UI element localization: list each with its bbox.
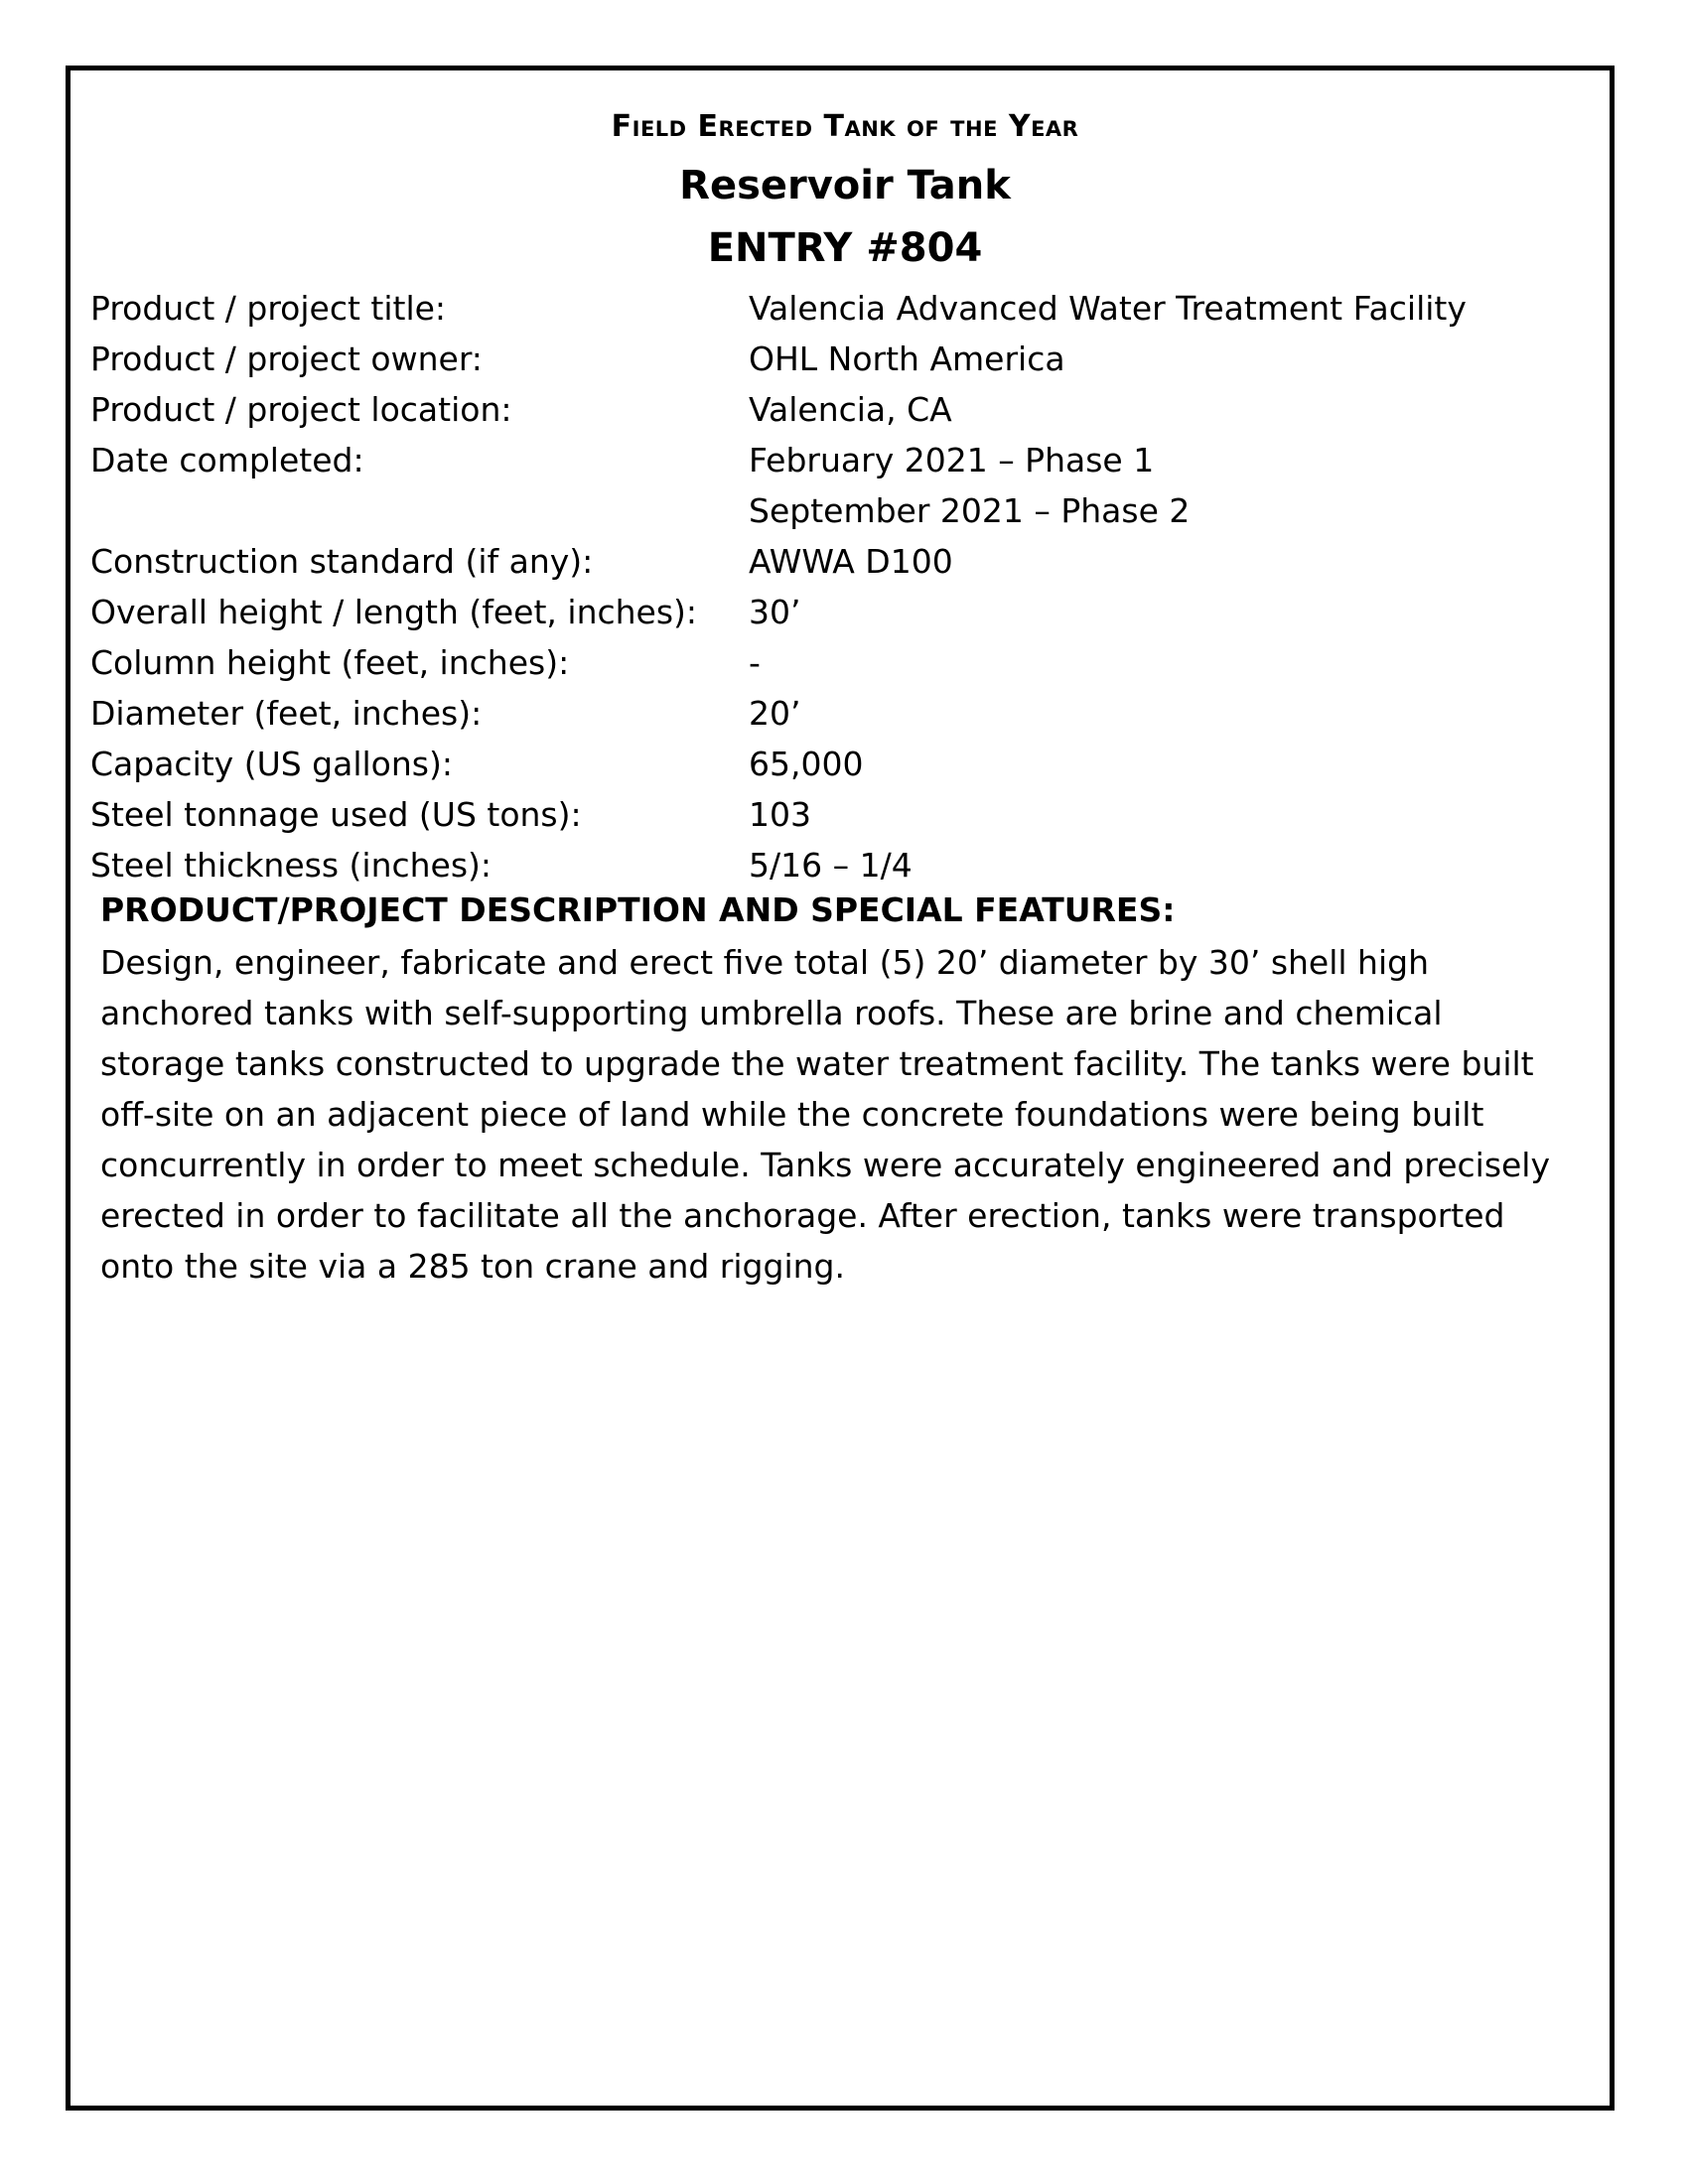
field-row [90, 587, 1580, 637]
field-row [90, 789, 1580, 840]
field-value: 20’ [749, 694, 801, 733]
field-label: Overall height / length (feet, inches): [90, 593, 698, 631]
description-line: storage tanks constructed to upgrade the water treatment facility. The tanks were built [100, 1044, 1534, 1083]
field-row [90, 384, 1580, 435]
field-value: OHL North America [749, 340, 1065, 378]
description-line: concurrently in order to meet schedule. Tanks were accurately engineered and precisely [100, 1146, 1551, 1184]
entry-subtitle: Reservoir Tank [679, 163, 1011, 208]
description-line: off-site on an adjacent piece of land while the concrete foundations were being built [100, 1095, 1484, 1134]
field-value: 30’ [749, 593, 801, 631]
entry-number: ENTRY #804 [707, 225, 983, 271]
field-label: Capacity (US gallons): [90, 745, 453, 783]
description-line: onto the site via a 285 ton crane and rigging. [100, 1247, 845, 1286]
description-body [100, 937, 1590, 1292]
field-row [90, 637, 1580, 688]
field-row [90, 485, 1580, 536]
description-line: anchored tanks with self-supporting umbrella roofs. These are brine and chemical [100, 994, 1443, 1032]
field-value: 103 [749, 795, 811, 834]
field-label: Column height (feet, inches): [90, 643, 570, 682]
field-value: 65,000 [749, 745, 864, 783]
award-category-heading: Field Erected Tank of the Year [611, 109, 1079, 144]
field-row [90, 840, 1580, 890]
field-label: Steel thickness (inches): [90, 846, 492, 885]
description-line: Design, engineer, fabricate and erect five total (5) 20’ diameter by 30’ shell high [100, 943, 1429, 982]
field-label: Date completed: [90, 441, 364, 479]
field-row [90, 688, 1580, 739]
field-row [90, 536, 1580, 587]
field-row [90, 739, 1580, 789]
field-label: Product / project title: [90, 289, 447, 328]
field-value: February 2021 – Phase 1 [749, 441, 1155, 479]
field-label: Steel tonnage used (US tons): [90, 795, 582, 834]
field-label: Product / project owner: [90, 340, 483, 378]
field-value: AWWA D100 [749, 542, 953, 581]
field-label: Product / project location: [90, 390, 512, 429]
field-value: September 2021 – Phase 2 [749, 491, 1191, 530]
field-value: Valencia Advanced Water Treatment Facility [749, 289, 1467, 328]
description-line: erected in order to facilitate all the anchorage. After erection, tanks were transported [100, 1196, 1505, 1235]
field-row [90, 283, 1580, 334]
field-value: 5/16 – 1/4 [749, 846, 913, 885]
description-heading: PRODUCT/PROJECT DESCRIPTION AND SPECIAL FEATURES: [100, 890, 1176, 929]
field-value: - [749, 643, 761, 682]
field-row [90, 334, 1580, 384]
field-value: Valencia, CA [749, 390, 952, 429]
field-label: Diameter (feet, inches): [90, 694, 483, 733]
field-row [90, 435, 1580, 485]
project-details [90, 283, 1580, 890]
field-label: Construction standard (if any): [90, 542, 594, 581]
